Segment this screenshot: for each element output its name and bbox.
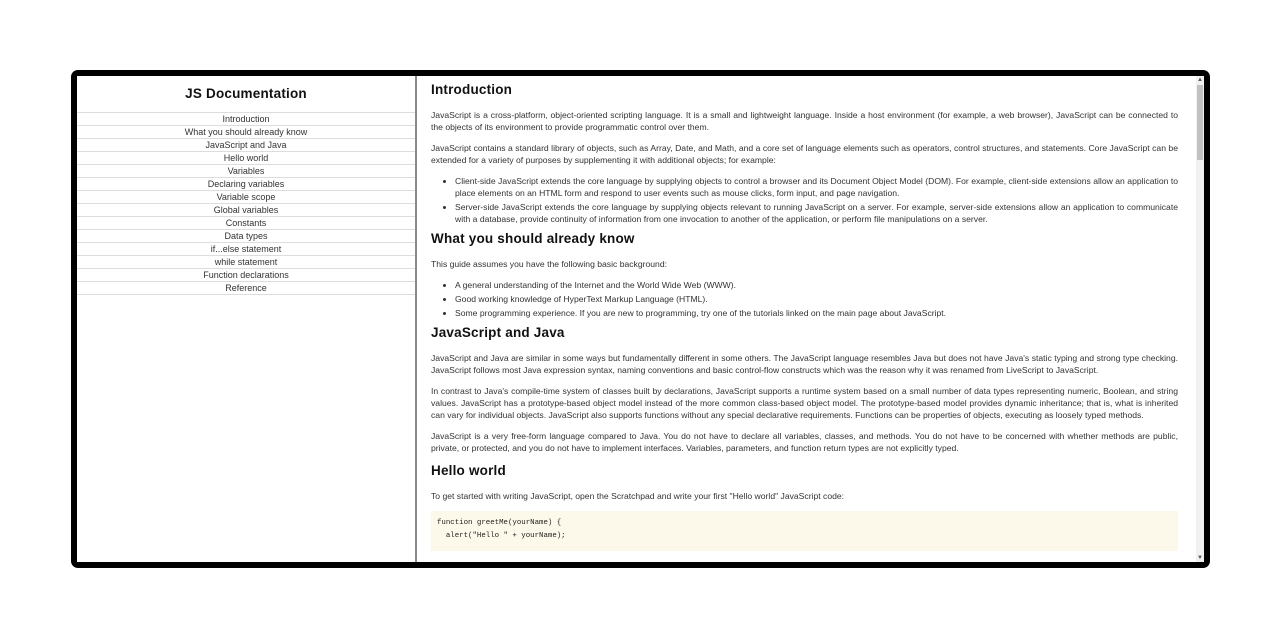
nav-link-javascript-and-java[interactable]: JavaScript and Java <box>77 139 415 152</box>
scroll-up-arrow-icon[interactable]: ▲ <box>1197 77 1203 83</box>
nav-link-while-statement[interactable]: while statement <box>77 256 415 269</box>
paragraph: JavaScript is a cross-platform, object-oriented scripting language. It is a small and lightweight language. Inside a host environment (for example, a web browser), JavaScript can be connected to the objects of its environment to provide programmatic control over them. <box>431 110 1178 132</box>
browser-viewport <box>77 76 1204 562</box>
nav-link-data-types[interactable]: Data types <box>77 230 415 243</box>
navbar-title: JS Documentation <box>185 86 307 101</box>
main-doc <box>417 76 1204 562</box>
vertical-scrollbar[interactable] <box>1196 76 1204 562</box>
bullet-item: • Client-side JavaScript extends the core language by supplying objects to control a browser and its Document Object Model (DOM). For example, client-side extensions allow an application to place elements on an HTML form and respond to user events such as mouse clicks, form input, and page navigation. <box>455 175 1178 199</box>
scroll-down-arrow-icon[interactable]: ▼ <box>1197 555 1203 561</box>
section-javascript-and-java <box>431 325 1178 454</box>
navbar <box>77 76 417 562</box>
section-title-what-you-should-already-know: What you should already know <box>431 231 635 246</box>
bullet-item: • Server-side JavaScript extends the core language by supplying objects relevant to running JavaScript on a server. For example, server-side extensions allow an application to communicate with a database, provide continuity of information from one invocation to another of the application, or perform file manipulations on a server. <box>455 201 1178 225</box>
section-title-hello-world: Hello world <box>431 463 506 478</box>
paragraph: To get started with writing JavaScript, open the Scratchpad and write your first "Hello world" JavaScript code: <box>431 491 845 501</box>
nav-link-variables[interactable]: Variables <box>77 165 415 178</box>
code-line: alert("Hello " + yourName); <box>437 532 566 540</box>
nav-link-variable-scope[interactable]: Variable scope <box>77 191 415 204</box>
scroll-thumb[interactable] <box>1197 85 1203 160</box>
section-what-you-should-already-know <box>431 231 1178 319</box>
section-title-javascript-and-java: JavaScript and Java <box>431 325 565 340</box>
nav-link-reference[interactable]: Reference <box>77 282 415 295</box>
monitor-frame <box>71 70 1210 568</box>
paragraph: JavaScript and Java are similar in some ways but fundamentally different in some others. The JavaScript language resembles Java but does not have Java's static typing and strong type checking. JavaScript follows most Java expression syntax, naming conventions and basic control-flow constructs which was the reason why it was renamed from LiveScript to JavaScript. <box>431 353 1178 375</box>
bullet-item: • Some programming experience. If you are new to programming, try one of the tutorials linked on the main page about JavaScript. <box>455 307 1178 319</box>
nav-list <box>77 112 415 295</box>
code-line: function greetMe(yourName) { <box>437 519 562 527</box>
paragraph: JavaScript is a very free-form language compared to Java. You do not have to declare all variables, classes, and methods. You do not have to be concerned with whether methods are public, private, or protected, and you do not have to implement interfaces. Variables, parameters, and function return types are not explicitly typed. <box>431 431 1178 453</box>
bullet-item: • Good working knowledge of HyperText Markup Language (HTML). <box>455 293 1178 305</box>
section-title-introduction: Introduction <box>431 82 513 97</box>
bullet-item: • A general understanding of the Internet and the World Wide Web (WWW). <box>455 279 1178 291</box>
nav-link-constants[interactable]: Constants <box>77 217 415 230</box>
section-introduction <box>431 82 1178 225</box>
nav-link-if-else-statement[interactable]: if...else statement <box>77 243 415 256</box>
nav-link-function-declarations[interactable]: Function declarations <box>77 269 415 282</box>
nav-link-hello-world[interactable]: Hello world <box>77 152 415 165</box>
nav-link-what-you-should-already-know[interactable]: What you should already know <box>77 126 415 139</box>
bullet-list <box>431 279 1178 319</box>
nav-link-introduction[interactable]: Introduction <box>77 113 415 126</box>
nav-link-global-variables[interactable]: Global variables <box>77 204 415 217</box>
paragraph: This guide assumes you have the following basic background: <box>431 259 667 269</box>
paragraph: In contrast to Java's compile-time system of classes built by declarations, JavaScript supports a runtime system based on a small number of data types representing numeric, Boolean, and string values. JavaScript has a prototype-based object model instead of the more common class-based object model. The prototype-based model provides dynamic inheritance; that is, what is inherited can vary for individual objects. JavaScript also supports functions without any special declarative requirements. Functions can be properties of objects, executing as loosely typed methods. <box>431 386 1178 420</box>
section-hello-world <box>431 463 1178 551</box>
nav-link-declaring-variables[interactable]: Declaring variables <box>77 178 415 191</box>
paragraph: JavaScript contains a standard library of objects, such as Array, Date, and Math, and a core set of language elements such as operators, control structures, and statements. Core JavaScript can be extended for a variety of purposes by supplementing it with additional objects; for example: <box>431 143 1178 165</box>
code-block <box>431 511 1178 551</box>
bullet-list <box>431 175 1178 225</box>
